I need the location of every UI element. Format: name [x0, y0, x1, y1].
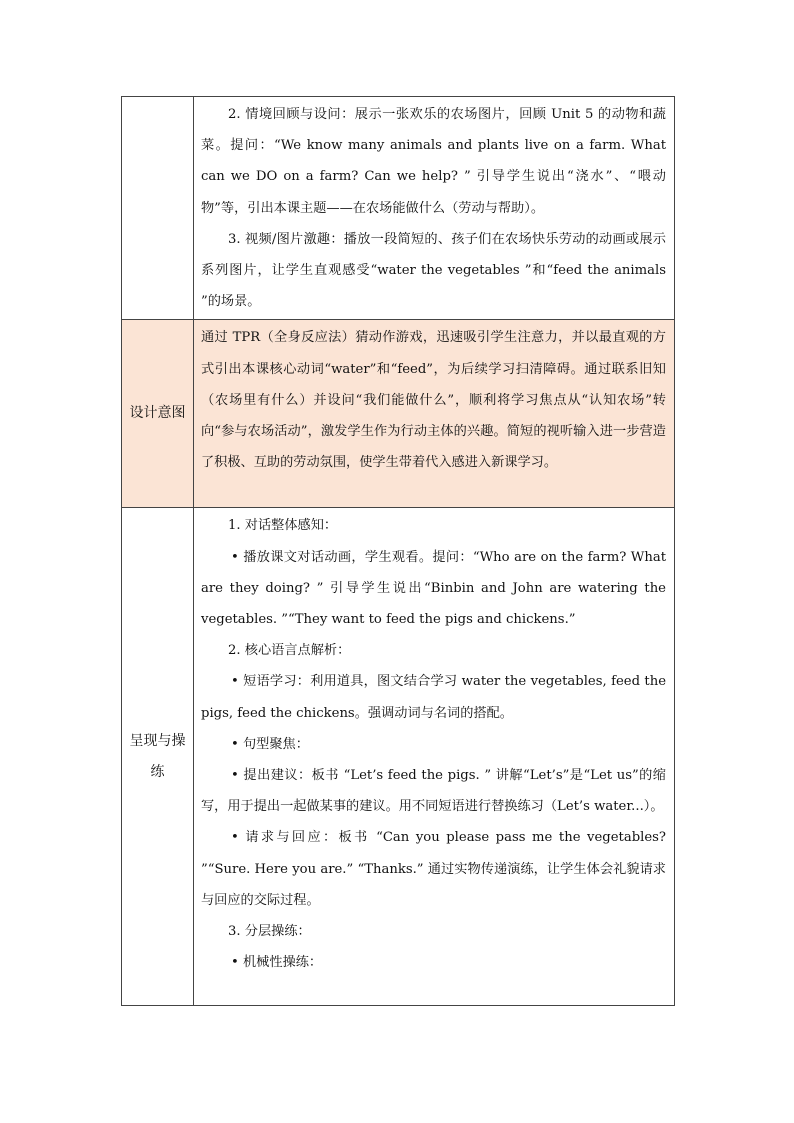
paragraph-sentence-focus: • 句型聚焦：: [231, 736, 309, 752]
lesson-plan-table: [121, 96, 675, 1006]
paragraph-dialogue-perception: 1. 对话整体感知：: [228, 518, 338, 534]
paragraph-request-response: • 请求与回应：板书 “Can you please pass me the vegetables? ”“Sure. Here you are.” “Thanks.” 通过实物传递演练，让学生体会礼貌请求与回应的交际过程。: [201, 830, 666, 908]
paragraph-suggestion: • 提出建议：板书 “Let’s feed the pigs. ” 讲解“Let’s”是“Let us”的缩写，用于提出一起做某事的建议。用不同短语进行替换练习（Let’s water...）。: [201, 768, 666, 815]
paragraph-video-intro: 3. 视频/图片激趣：播放一段简短的、孩子们在农场快乐劳动的动画或展示系列图片，让学生直观感受“water the vegetables ”和“feed the animals ”的场景。: [201, 231, 666, 310]
table-row-activity: [122, 97, 675, 320]
row-content-design-intent: [194, 320, 675, 508]
paragraph-design-intent: 通过 TPR（全身反应法）猜动作游戏，迅速吸引学生注意力，并以最直观的方式引出本课核心动词“water”和“feed”，为后续学习扫清障碍。通过联系旧知（农场里有什么）并设问“我们能做什么”，顺利将学习焦点从“认知农场”转向“参与农场活动”，激发学生作为行动主体的兴趣。简短的视听输入进一步营造了积极、互助的劳动氛围，使学生带着代入感进入新课学习。: [201, 330, 666, 471]
paragraph-mechanical-practice: • 机械性操练：: [231, 955, 323, 971]
row-label-presentation: 呈现与操练: [122, 508, 194, 1006]
paragraph-layered-practice: 3. 分层操练：: [228, 924, 311, 940]
row-label-empty: [122, 97, 194, 320]
paragraph-language-points: 2. 核心语言点解析：: [228, 643, 351, 659]
table-row-design-intent: [122, 320, 675, 508]
row-content-presentation: [194, 508, 675, 1006]
paragraph-play-animation: • 播放课文对话动画，学生观看。提问：“Who are on the farm? What are they doing? ” 引导学生说出“Binbin and John are watering the vegetables. ”“They want to feed the pigs and chickens.”: [201, 549, 666, 628]
table-row-presentation: [122, 508, 675, 1006]
paragraph-scenario-review: 2. 情境回顾与设问：展示一张欢乐的农场图片，回顾 Unit 5 的动物和蔬菜。提问：“We know many animals and plants live on a farm. What can we DO on a farm? Can we help? ” 引导学生说出“浇水”、“喂动物”等，引出本课主题——在农场能做什么（劳动与帮助）。: [201, 107, 666, 216]
paragraph-phrase-learning: • 短语学习：利用道具，图文结合学习 water the vegetables, feed the pigs, feed the chickens。强调动词与名词的搭配。: [201, 674, 666, 721]
row-label-design-intent: 设计意图: [122, 320, 194, 508]
row-content-activity: [194, 97, 675, 320]
